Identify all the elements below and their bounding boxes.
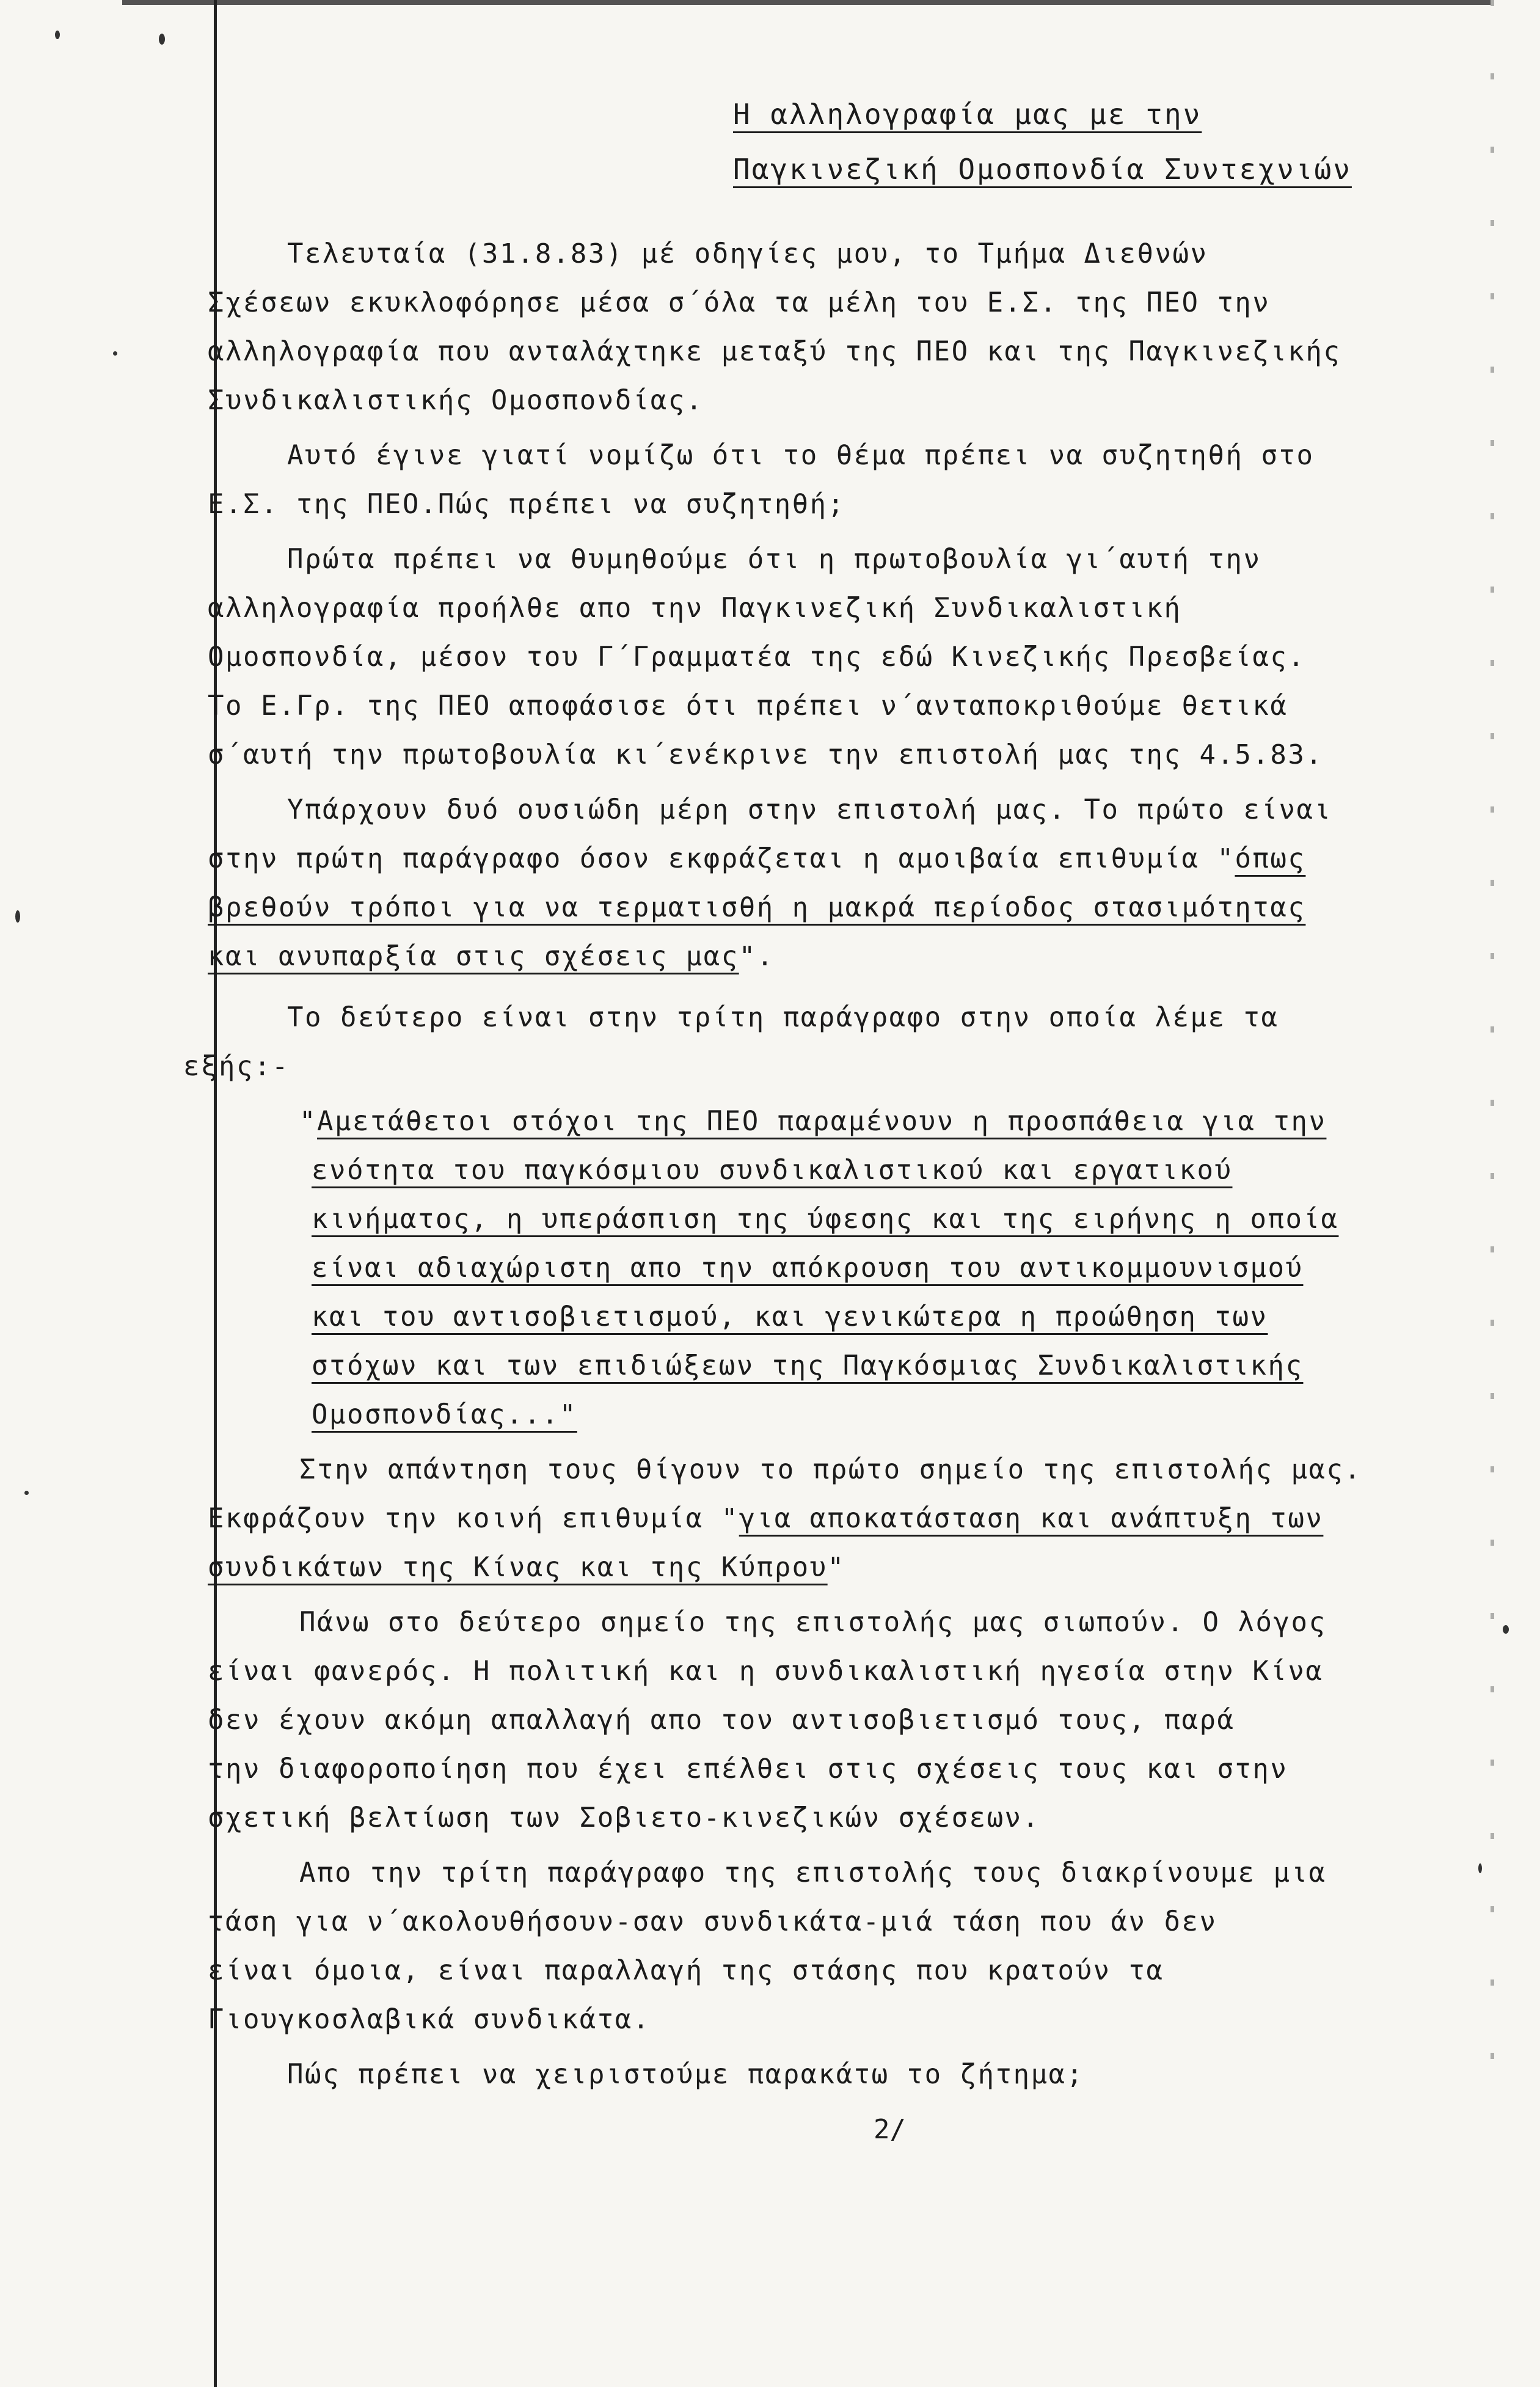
text-line: Το Ε.Γρ. της ΠΕΟ αποφάσισε ότι πρέπει ν΄ανταποκριθούμε θετικά: [208, 690, 1288, 722]
underlined-text-segment: Αμετάθετοι στόχοι της ΠΕΟ παραμένουν η προσπάθεια για την: [317, 1106, 1327, 1137]
scan-speck: [1503, 1625, 1509, 1634]
text-line: Αυτό έγινε γιατί νομίζω ότι το θέμα πρέπει να συζητηθή στο: [287, 440, 1315, 471]
text-line: [312, 1155, 1233, 1186]
text-line: αλληλογραφία προήλθε απο την Παγκινεζική Συνδικαλιστική: [208, 593, 1182, 624]
underlined-text-segment: συνδικάτων της Κίνας και της Κύπρου: [208, 1552, 828, 1583]
scan-speck: [113, 351, 117, 356]
document-title-line-1: Η αλληλογραφία μας με την: [733, 98, 1202, 131]
text-segment: στην πρώτη παράγραφο όσον εκφράζεται η αμοιβαία επιθυμία ": [208, 843, 1235, 874]
text-segment: Στην απάντηση τους θίγουν το πρώτο σημείο της επιστολής μας.: [299, 1454, 1362, 1485]
text-line: αλληλογραφία που ανταλάχτηκε μεταξύ της ΠΕΟ και της Παγκινεζικής: [208, 336, 1341, 367]
text-line: [287, 794, 1332, 825]
text-line: [312, 1399, 577, 1430]
text-line: δεν έχουν ακόμη απαλλαγή απο τον αντισοβιετισμό τους, παρά: [208, 1705, 1235, 1736]
text-line: Πάνω στο δεύτερο σημείο της επιστολής μας σιωπούν. Ο λόγος: [299, 1607, 1327, 1638]
underlined-text-segment: κινήματος, η υπεράσπιση της ύφεσης και της ειρήνης η οποία: [312, 1204, 1339, 1235]
underlined-text-segment: για αποκατάσταση και ανάπτυξη των: [739, 1503, 1324, 1534]
text-line: Πρώτα πρέπει να θυμηθούμε ότι η πρωτοβουλία γι΄αυτή την: [287, 544, 1261, 575]
text-line: [208, 941, 775, 972]
scan-speck: [55, 31, 60, 39]
text-line: Το δεύτερο είναι στην τρίτη παράγραφο στην οποία λέμε τα: [287, 1002, 1279, 1033]
text-segment: Εκφράζουν την κοινή επιθυμία ": [208, 1503, 739, 1534]
scan-speck: [159, 34, 165, 45]
text-line: Τελευταία (31.8.83) μέ οδηγίες μου, το Τμήμα Διεθνών: [287, 238, 1208, 269]
underlined-text-segment: στόχων και των επιδιώξεων της Παγκόσμιας Συνδικαλιστικής: [312, 1350, 1304, 1381]
scan-top-edge: [122, 0, 1491, 5]
document-title-line-2: Παγκινεζική Ομοσπονδία Συντεχνιών: [733, 153, 1352, 186]
text-line: Ε.Σ. της ΠΕΟ.Πώς πρέπει να συζητηθή;: [208, 489, 845, 520]
text-line: Απο την τρίτη παράγραφο της επιστολής τους διακρίνουμε μια: [299, 1857, 1327, 1888]
text-line: [299, 1454, 1362, 1485]
text-line: [208, 1552, 845, 1583]
text-line: [312, 1350, 1303, 1381]
underlined-text-segment: και του αντισοβιετισμού, και γενικώτερα η προώθηση των: [312, 1301, 1268, 1332]
underlined-text-segment: ενότητα του παγκόσμιου συνδικαλιστικού και εργατικού: [312, 1155, 1233, 1186]
text-line: τάση για ν΄ακολουθήσουν-σαν συνδικάτα-μιά τάση που άν δεν: [208, 1906, 1217, 1937]
scan-speck: [1478, 1863, 1482, 1873]
text-segment: ": [299, 1106, 317, 1137]
text-line: [208, 1503, 1323, 1534]
underlined-text-segment: Ομοσπονδίας...": [312, 1399, 577, 1430]
text-line: [312, 1204, 1338, 1235]
text-line: σ΄αυτή την πρωτοβουλία κι΄ενέκρινε την επιστολή μας της 4.5.83.: [208, 739, 1324, 770]
text-line: είναι όμοια, είναι παραλλαγή της στάσης που κρατούν τα: [208, 1955, 1164, 1986]
text-segment: ".: [739, 941, 775, 972]
underlined-text-segment: όπως: [1235, 843, 1306, 874]
text-line: Ομοσπονδία, μέσον του Γ΄Γραμματέα της εδώ Κινεζικής Πρεσβείας.: [208, 642, 1306, 673]
text-line: Σχέσεων εκυκλοφόρησε μέσα σ΄όλα τα μέλη του Ε.Σ. της ΠΕΟ την: [208, 287, 1271, 318]
text-line: Πώς πρέπει να χειριστούμε παρακάτω το ζήτημα;: [287, 2059, 1084, 2090]
text-line: [208, 843, 1305, 874]
text-line: [312, 1252, 1303, 1284]
text-line: Γιουγκοσλαβικά συνδικάτα.: [208, 2004, 651, 2035]
text-line: εξής:-: [183, 1051, 290, 1082]
text-line: σχετική βελτίωση των Σοβιετο-κινεζικών σχέσεων.: [208, 1802, 1040, 1833]
scan-speck: [24, 1491, 29, 1495]
text-line: είναι φανερός. Η πολιτική και η συνδικαλιστική ηγεσία στην Κίνα: [208, 1656, 1324, 1687]
text-line: [312, 1301, 1268, 1332]
text-line: [299, 1106, 1326, 1137]
scan-right-edge-marks: [1491, 0, 1494, 2077]
page-number: 2/: [874, 2114, 906, 2145]
text-line: Συνδικαλιστικής Ομοσπονδίας.: [208, 385, 704, 416]
text-segment: ": [827, 1552, 845, 1583]
text-line: [208, 892, 1305, 923]
scan-speck: [15, 910, 20, 923]
text-line: την διαφοροποίηση που έχει επέλθει στις σχέσεις τους και στην: [208, 1753, 1288, 1785]
underlined-text-segment: βρεθούν τρόποι για να τερματισθή η μακρά περίοδος στασιμότητας: [208, 892, 1306, 923]
underlined-text-segment: είναι αδιαχώριστη απο την απόκρουση του αντικομμουνισμού: [312, 1252, 1304, 1284]
text-segment: Υπάρχουν δυό ουσιώδη μέρη στην επιστολή μας. Το πρώτο είναι: [287, 794, 1332, 825]
underlined-text-segment: και ανυπαρξία στις σχέσεις μας: [208, 941, 739, 972]
